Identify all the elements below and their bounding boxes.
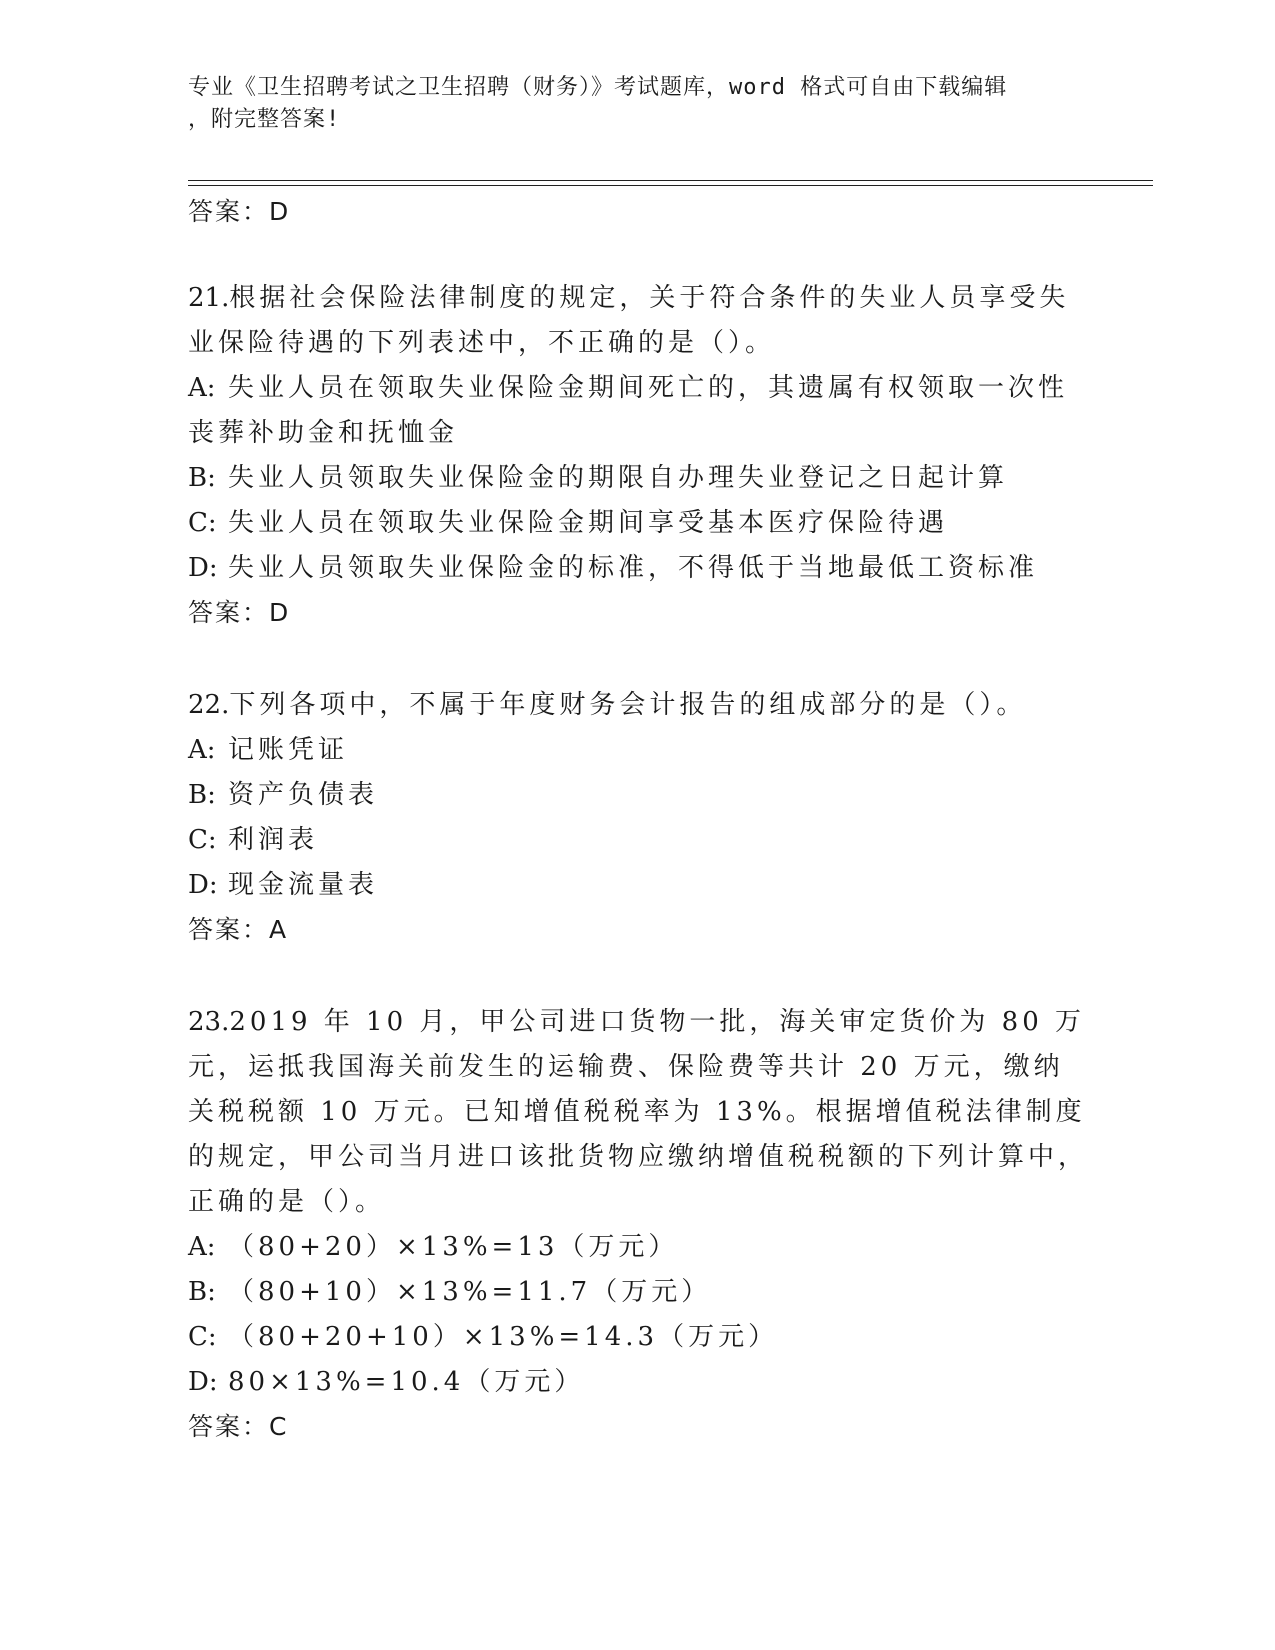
header-line-2: ，附完整答案! [188,107,341,132]
option-text: （80+20+10）×13%=14.3（万元） [228,1322,779,1352]
option-text: 资产负债表 [228,780,379,810]
answer-value: C [269,1412,289,1441]
answer-label: 答案： [188,197,270,226]
answer-value: A [269,915,289,944]
option-text: 80×13%=10.4（万元） [228,1367,585,1397]
question-23 [188,1000,1088,1449]
option-letter: B: [188,780,216,810]
option-text: 现金流量表 [228,870,379,900]
option-c [188,501,1088,546]
option-letter: C: [188,1322,217,1352]
option-letter: D: [188,870,218,900]
option-letter: D: [188,1367,218,1397]
question-text [188,276,1088,366]
option-letter: A: [188,373,216,403]
question-stem: 2019 年 10 月，甲公司进口货物一批，海关审定货价为 80 万元，运抵我国海关前发生的运输费、保险费等共计 20 万元，缴纳关税税额 10 万元。已知增值税税率为 13%。根据增值税法律制度的规定，甲公司当月进口该批货物应缴纳增值税税额的下列计算中，正确的是（）。 [188,1007,1089,1217]
option-text: 失业人员领取失业保险金的标准，不得低于当地最低工资标准 [228,553,1039,583]
previous-answer [188,190,1088,234]
option-d [188,1360,1088,1405]
option-a [188,1225,1088,1270]
document-body [188,190,1088,1449]
answer-21 [188,591,1088,635]
option-text: （80+10）×13%=11.7（万元） [228,1277,712,1307]
option-letter: A: [188,1232,216,1262]
option-letter: C: [188,825,217,855]
option-letter: B: [188,1277,216,1307]
question-21 [188,276,1088,635]
question-number: 21. [188,283,230,313]
option-a [188,366,1088,456]
option-text: （80+20）×13%=13（万元） [228,1232,679,1262]
answer-22 [188,908,1088,952]
option-letter: B: [188,463,216,493]
option-letter: A: [188,735,216,765]
option-c [188,1315,1088,1360]
option-a [188,728,1088,773]
option-b [188,456,1088,501]
option-d [188,863,1088,908]
option-text: 失业人员领取失业保险金的期限自办理失业登记之日起计算 [228,463,1009,493]
answer-23 [188,1405,1088,1449]
option-b [188,773,1088,818]
answer-value: D [269,197,291,226]
option-text: 失业人员在领取失业保险金期间死亡的，其遗属有权领取一次性丧葬补助金和抚恤金 [188,373,1069,448]
question-stem: 根据社会保险法律制度的规定，关于符合条件的失业人员享受失业保险待遇的下列表述中，不正确的是（）。 [188,283,1070,358]
answer-label: 答案： [188,598,270,627]
question-number: 22. [188,690,230,720]
option-text: 记账凭证 [228,735,349,765]
answer-value: D [269,598,291,627]
header-divider-thin [188,185,1153,186]
answer-label: 答案： [188,915,270,944]
answer-label: 答案： [188,1412,270,1441]
question-stem: 下列各项中，不属于年度财务会计报告的组成部分的是（）。 [229,690,1027,720]
question-22 [188,683,1088,952]
header-divider-thick [188,180,1153,181]
option-b [188,1270,1088,1315]
header-line-1: 专业《卫生招聘考试之卫生招聘（财务）》考试题库，word 格式可自由下载编辑 [188,75,1008,100]
option-text: 失业人员在领取失业保险金期间享受基本医疗保险待遇 [228,508,949,538]
option-text: 利润表 [228,825,319,855]
question-text [188,683,1088,728]
option-letter: D: [188,553,218,583]
document-header [188,72,1068,136]
question-text [188,1000,1088,1225]
question-number: 23. [188,1007,230,1037]
option-letter: C: [188,508,217,538]
option-d [188,546,1088,591]
option-c [188,818,1088,863]
